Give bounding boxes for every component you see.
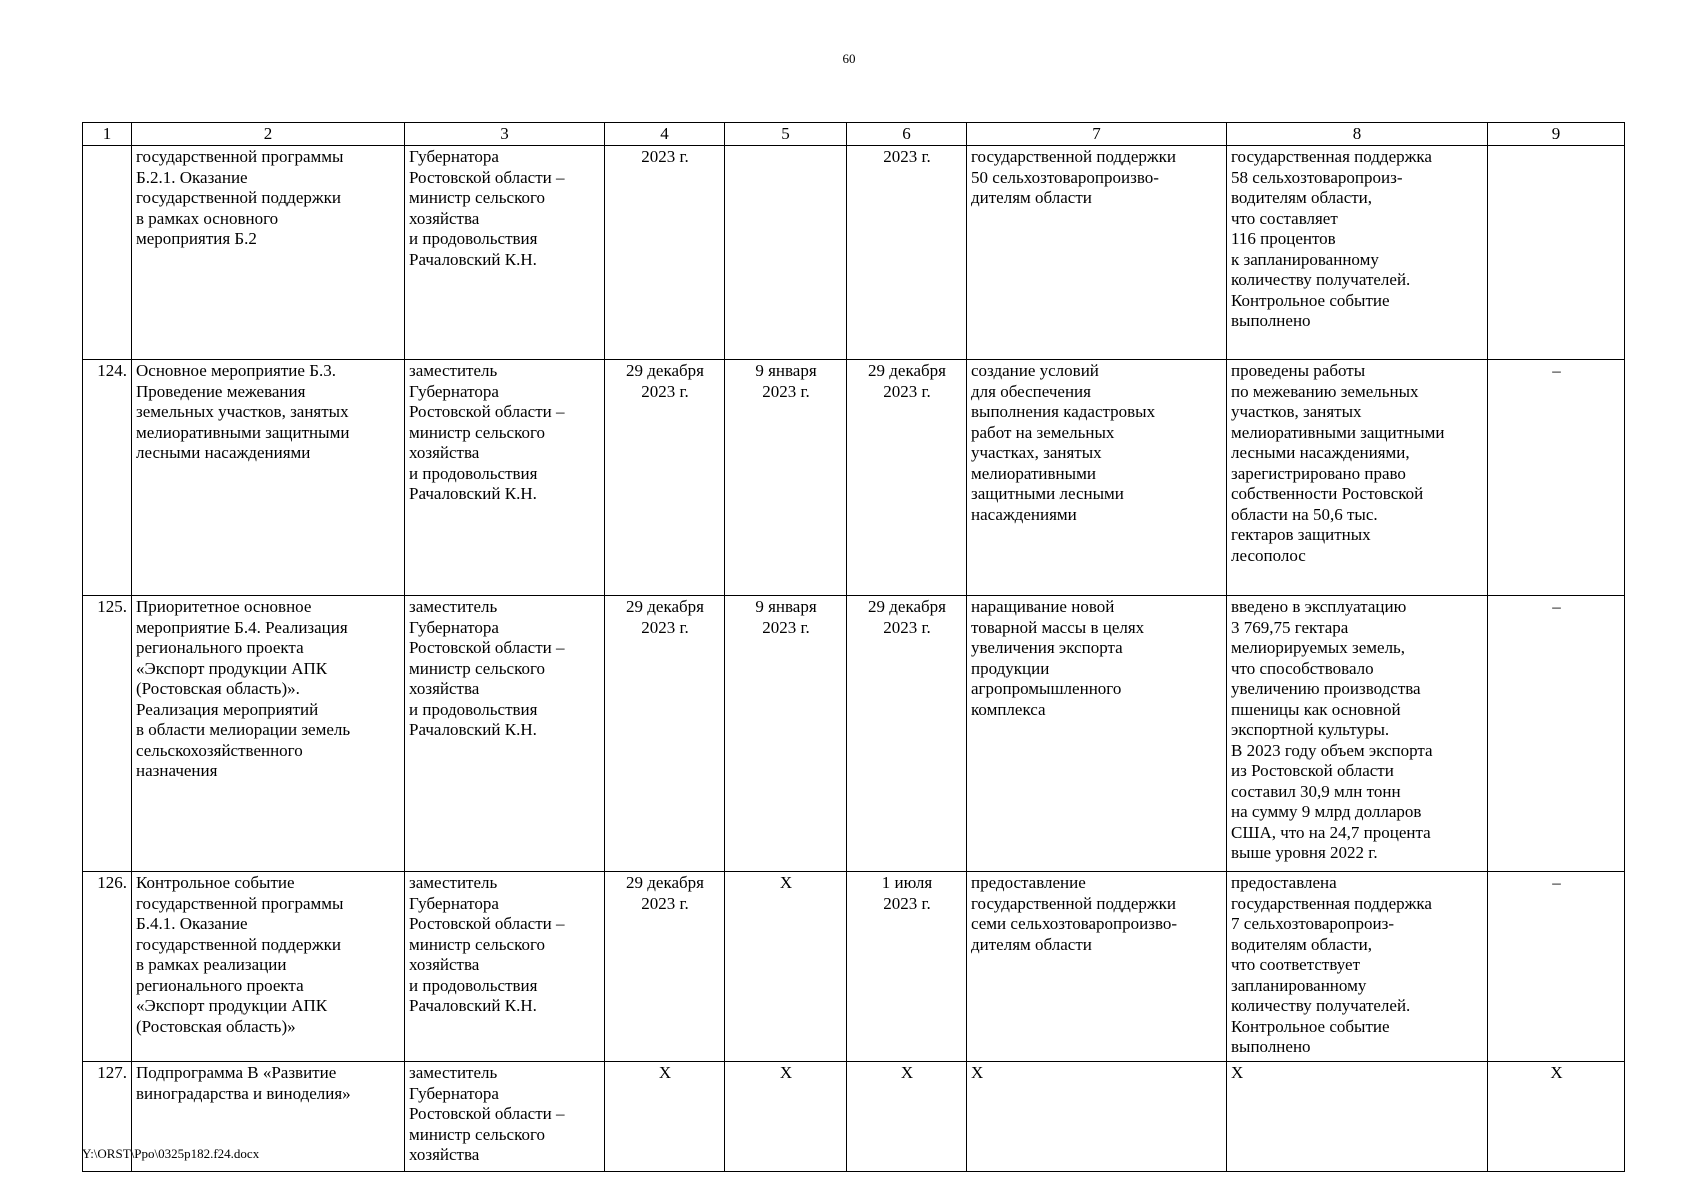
cell-line: хозяйства xyxy=(409,679,480,698)
cell-line: выполнения кадастровых xyxy=(971,402,1156,421)
expected-result-cell xyxy=(967,146,1227,360)
cell-line: регионального проекта xyxy=(136,638,304,657)
cell-line: хозяйства xyxy=(409,443,480,462)
cell-line: комплекса xyxy=(971,699,1046,719)
cell-line: 58 сельхозтоваропроиз- xyxy=(1231,167,1403,187)
actual-result-cell xyxy=(1227,872,1488,1062)
cell-line: Реализация мероприятий xyxy=(136,699,319,719)
actual-result-cell xyxy=(1227,146,1488,360)
expected-result-cell xyxy=(967,1062,1227,1172)
cell-line: 2023 г. xyxy=(883,381,931,401)
planned-end-date-cell xyxy=(605,596,725,872)
table-row xyxy=(83,1062,1625,1172)
column-header-row xyxy=(83,123,1625,146)
cell-line: Рачаловский К.Н. xyxy=(409,249,537,269)
cell-line: Х xyxy=(779,1063,793,1082)
actual-end-date-cell xyxy=(847,872,967,1062)
cell-line: Ростовской области – xyxy=(409,914,565,933)
cell-line: Губернатора xyxy=(409,893,499,913)
actual-end-date-cell xyxy=(847,146,967,360)
cell-line: предоставлена xyxy=(1231,873,1337,892)
cell-line: что составляет xyxy=(1231,208,1338,228)
responsible-person-cell xyxy=(405,596,605,872)
cell-line: Х xyxy=(779,873,793,892)
row-number xyxy=(83,146,132,360)
cell-line: Контрольное событие xyxy=(136,873,295,892)
cell-line: составил 30,9 млн тонн xyxy=(1231,781,1401,801)
expected-result-cell xyxy=(967,596,1227,872)
cell-line: 29 декабря xyxy=(868,597,946,616)
cell-line: Приоритетное основное xyxy=(136,597,312,616)
cell-line: министр сельского xyxy=(409,658,546,678)
actual-start-date-cell xyxy=(725,146,847,360)
cell-line: 2023 г. xyxy=(641,147,689,166)
column-header: 3 xyxy=(405,123,605,146)
column-header: 9 xyxy=(1488,123,1625,146)
actual-start-date-cell xyxy=(725,360,847,596)
cell-line: в рамках реализации xyxy=(136,955,287,974)
expected-result-cell xyxy=(967,872,1227,1062)
notes-cell: – xyxy=(1488,872,1625,1062)
actual-result-cell xyxy=(1227,1062,1488,1172)
cell-line: 2023 г. xyxy=(762,617,810,637)
cell-line: хозяйства xyxy=(409,1145,480,1164)
cell-line: 2023 г. xyxy=(883,147,931,166)
cell-line: Губернатора xyxy=(409,1083,499,1103)
cell-line: Рачаловский К.Н. xyxy=(409,720,537,739)
cell-line: выше уровня 2022 г. xyxy=(1231,843,1378,862)
planned-end-date-cell xyxy=(605,872,725,1062)
cell-line: 9 января xyxy=(755,597,817,616)
cell-line: 29 декабря xyxy=(868,361,946,380)
activity-name-cell xyxy=(132,872,405,1062)
cell-line: 2023 г. xyxy=(641,381,689,401)
cell-line: государственной поддержки xyxy=(136,188,341,207)
cell-line: Подпрограмма В «Развитие xyxy=(136,1063,337,1082)
cell-line: заместитель xyxy=(409,361,498,380)
column-header: 6 xyxy=(847,123,967,146)
cell-line: государственной поддержки xyxy=(136,934,341,954)
cell-line: предоставление xyxy=(971,873,1086,892)
cell-line: 50 сельхозтоваропроизво- xyxy=(971,167,1159,187)
cell-line: работ на земельных xyxy=(971,422,1115,442)
cell-line: Б.4.1. Оказание xyxy=(136,914,248,933)
cell-line: «Экспорт продукции АПК xyxy=(136,996,328,1015)
cell-line: В 2023 году объем экспорта xyxy=(1231,740,1433,760)
actual-result-cell xyxy=(1227,360,1488,596)
cell-line: наращивание новой xyxy=(971,597,1115,616)
column-header: 8 xyxy=(1227,123,1488,146)
cell-line: мероприятия Б.2 xyxy=(136,229,257,248)
cell-line: дителям области xyxy=(971,934,1092,954)
cell-line: запланированному xyxy=(1231,975,1367,995)
cell-line: министр сельского xyxy=(409,188,546,207)
cell-line: введено в эксплуатацию xyxy=(1231,597,1407,616)
cell-line: Губернатора xyxy=(409,381,499,401)
notes-cell: – xyxy=(1488,596,1625,872)
cell-line: по межеванию земельных xyxy=(1231,381,1419,401)
cell-line: государственной программы xyxy=(136,893,344,913)
cell-line: 7 сельхозтоваропроиз- xyxy=(1231,914,1394,933)
cell-line: Ростовской области – xyxy=(409,1104,565,1123)
cell-line: гектаров защитных xyxy=(1231,525,1371,544)
cell-line: заместитель xyxy=(409,597,498,616)
cell-line: количеству получателей. xyxy=(1231,996,1411,1015)
planned-end-date-cell xyxy=(605,360,725,596)
cell-line: увеличения экспорта xyxy=(971,638,1123,657)
actual-end-date-cell xyxy=(847,596,967,872)
activity-name-cell xyxy=(132,596,405,872)
cell-line: товарной массы в целях xyxy=(971,617,1145,637)
cell-line: собственности Ростовской xyxy=(1231,484,1424,503)
cell-line: Б.2.1. Оказание xyxy=(136,167,248,187)
cell-line: Ростовской области – xyxy=(409,167,565,187)
cell-line: из Ростовской области xyxy=(1231,761,1394,780)
cell-line: 29 декабря xyxy=(626,597,704,616)
cell-line: Х xyxy=(658,1063,672,1082)
cell-line: Х xyxy=(900,1063,914,1082)
responsible-person-cell xyxy=(405,1062,605,1172)
responsible-person-cell xyxy=(405,146,605,360)
cell-line: продукции xyxy=(971,658,1050,678)
cell-line: государственной поддержки xyxy=(971,147,1176,166)
table-row xyxy=(83,872,1625,1062)
cell-line: Х xyxy=(971,1063,984,1082)
cell-line: мелиоративными защитными xyxy=(1231,422,1445,442)
cell-line: что соответствует xyxy=(1231,955,1361,974)
cell-line: к запланированному xyxy=(1231,249,1379,269)
column-header: 7 xyxy=(967,123,1227,146)
cell-line: Губернатора xyxy=(409,617,499,637)
cell-line: Проведение межевания xyxy=(136,381,306,401)
cell-line: и продовольствия xyxy=(409,975,538,995)
row-number: 127. xyxy=(83,1062,132,1172)
cell-line: зарегистрировано право xyxy=(1231,463,1406,483)
cell-line: государственная поддержка xyxy=(1231,893,1432,913)
cell-line: семи сельхозтоваропроизво- xyxy=(971,914,1178,933)
cell-line: Контрольное событие xyxy=(1231,1016,1390,1036)
table-row xyxy=(83,596,1625,872)
cell-line: назначения xyxy=(136,761,218,780)
cell-line: 2023 г. xyxy=(641,893,689,913)
cell-line: мелиорируемых земель, xyxy=(1231,638,1406,657)
cell-line: заместитель xyxy=(409,1063,498,1082)
row-number: 125. xyxy=(83,596,132,872)
cell-line: 2023 г. xyxy=(762,381,810,401)
cell-line: участков, занятых xyxy=(1231,402,1362,421)
cell-line: участках, занятых xyxy=(971,443,1102,462)
cell-line: сельскохозяйственного xyxy=(136,740,303,760)
cell-line: что способствовало xyxy=(1231,658,1374,678)
cell-line: министр сельского xyxy=(409,1124,546,1144)
cell-line: проведены работы xyxy=(1231,361,1366,380)
activity-name-cell xyxy=(132,146,405,360)
cell-line: выполнено xyxy=(1231,1037,1311,1056)
cell-line: пшеницы как основной xyxy=(1231,699,1401,719)
cell-line: в рамках основного xyxy=(136,208,279,228)
cell-line: хозяйства xyxy=(409,208,480,228)
cell-line: водителям области, xyxy=(1231,934,1373,954)
responsible-person-cell xyxy=(405,872,605,1062)
cell-line: водителям области, xyxy=(1231,188,1373,207)
cell-line: виноградарства и виноделия» xyxy=(136,1083,351,1103)
notes-cell: – xyxy=(1488,360,1625,596)
cell-line: выполнено xyxy=(1231,311,1311,330)
cell-line: 29 декабря xyxy=(626,873,704,892)
cell-line: Контрольное событие xyxy=(1231,290,1390,310)
planned-end-date-cell xyxy=(605,146,725,360)
cell-line: «Экспорт продукции АПК xyxy=(136,658,328,678)
cell-line: и продовольствия xyxy=(409,699,538,719)
actual-start-date-cell xyxy=(725,872,847,1062)
cell-line: Губернатора xyxy=(409,147,499,166)
table-row xyxy=(83,360,1625,596)
cell-line: государственной поддержки xyxy=(971,893,1176,913)
cell-line: для обеспечения xyxy=(971,381,1091,401)
cell-line: на сумму 9 млрд долларов xyxy=(1231,802,1422,821)
notes-cell xyxy=(1488,146,1625,360)
file-path-footer: Y:\ORST\Ppo\0325p182.f24.docx xyxy=(82,1146,260,1161)
table-row xyxy=(83,146,1625,360)
cell-line: 3 769,75 гектара xyxy=(1231,617,1349,637)
cell-line: 1 июля xyxy=(881,873,933,892)
cell-line: (Ростовская область)». xyxy=(136,679,300,698)
page-number: 60 xyxy=(842,51,856,66)
cell-line: Рачаловский К.Н. xyxy=(409,996,537,1015)
cell-line: лесными насаждениями, xyxy=(1231,443,1410,462)
cell-line: увеличению производства xyxy=(1231,679,1421,698)
cell-line: количеству получателей. xyxy=(1231,270,1411,289)
column-header: 2 xyxy=(132,123,405,146)
cell-line: экспортной культуры. xyxy=(1231,720,1390,739)
cell-line: хозяйства xyxy=(409,955,480,974)
row-number: 126. xyxy=(83,872,132,1062)
actual-start-date-cell xyxy=(725,596,847,872)
cell-line: лесными насаждениями xyxy=(136,443,311,462)
cell-line: министр сельского xyxy=(409,422,546,442)
cell-line: создание условий xyxy=(971,361,1099,380)
cell-line: 116 процентов xyxy=(1231,229,1336,248)
cell-line: министр сельского xyxy=(409,934,546,954)
report-table xyxy=(82,122,1625,1172)
cell-line: агропромышленного xyxy=(971,679,1122,698)
cell-line: 2023 г. xyxy=(641,617,689,637)
expected-result-cell xyxy=(967,360,1227,596)
column-header: 5 xyxy=(725,123,847,146)
cell-line: и продовольствия xyxy=(409,463,538,483)
column-header: 1 xyxy=(83,123,132,146)
cell-line: государственная поддержка xyxy=(1231,147,1432,166)
cell-line: защитными лесными xyxy=(971,484,1124,503)
responsible-person-cell xyxy=(405,360,605,596)
cell-line: в области мелиорации земель xyxy=(136,720,351,739)
notes-cell: Х xyxy=(1488,1062,1625,1172)
cell-line: Х xyxy=(1231,1063,1244,1082)
cell-line: мероприятие Б.4. Реализация xyxy=(136,617,348,637)
cell-line: дителям области xyxy=(971,188,1092,207)
cell-line: насаждениями xyxy=(971,504,1077,524)
cell-line: земельных участков, занятых xyxy=(136,402,349,421)
cell-line: 2023 г. xyxy=(883,617,931,637)
cell-line: регионального проекта xyxy=(136,975,304,995)
cell-line: (Ростовская область)» xyxy=(136,1016,296,1036)
cell-line: 2023 г. xyxy=(883,893,931,913)
planned-end-date-cell xyxy=(605,1062,725,1172)
cell-line: мелиоративными xyxy=(971,463,1096,483)
cell-line: 29 декабря xyxy=(626,361,704,380)
actual-end-date-cell xyxy=(847,1062,967,1172)
cell-line: Основное мероприятие Б.3. xyxy=(136,361,336,380)
cell-line: государственной программы xyxy=(136,147,344,166)
cell-line: Ростовской области – xyxy=(409,402,565,421)
cell-line: Рачаловский К.Н. xyxy=(409,484,537,503)
column-header: 4 xyxy=(605,123,725,146)
cell-line: и продовольствия xyxy=(409,229,538,248)
cell-line: заместитель xyxy=(409,873,498,892)
cell-line: Ростовской области – xyxy=(409,638,565,657)
actual-end-date-cell xyxy=(847,360,967,596)
actual-start-date-cell xyxy=(725,1062,847,1172)
cell-line: США, что на 24,7 процента xyxy=(1231,822,1431,842)
cell-line: 9 января xyxy=(755,361,817,380)
activity-name-cell xyxy=(132,360,405,596)
cell-line: лесополос xyxy=(1231,545,1306,565)
cell-line: мелиоративными защитными xyxy=(136,422,350,442)
actual-result-cell xyxy=(1227,596,1488,872)
cell-line: области на 50,6 тыс. xyxy=(1231,504,1378,524)
row-number: 124. xyxy=(83,360,132,596)
